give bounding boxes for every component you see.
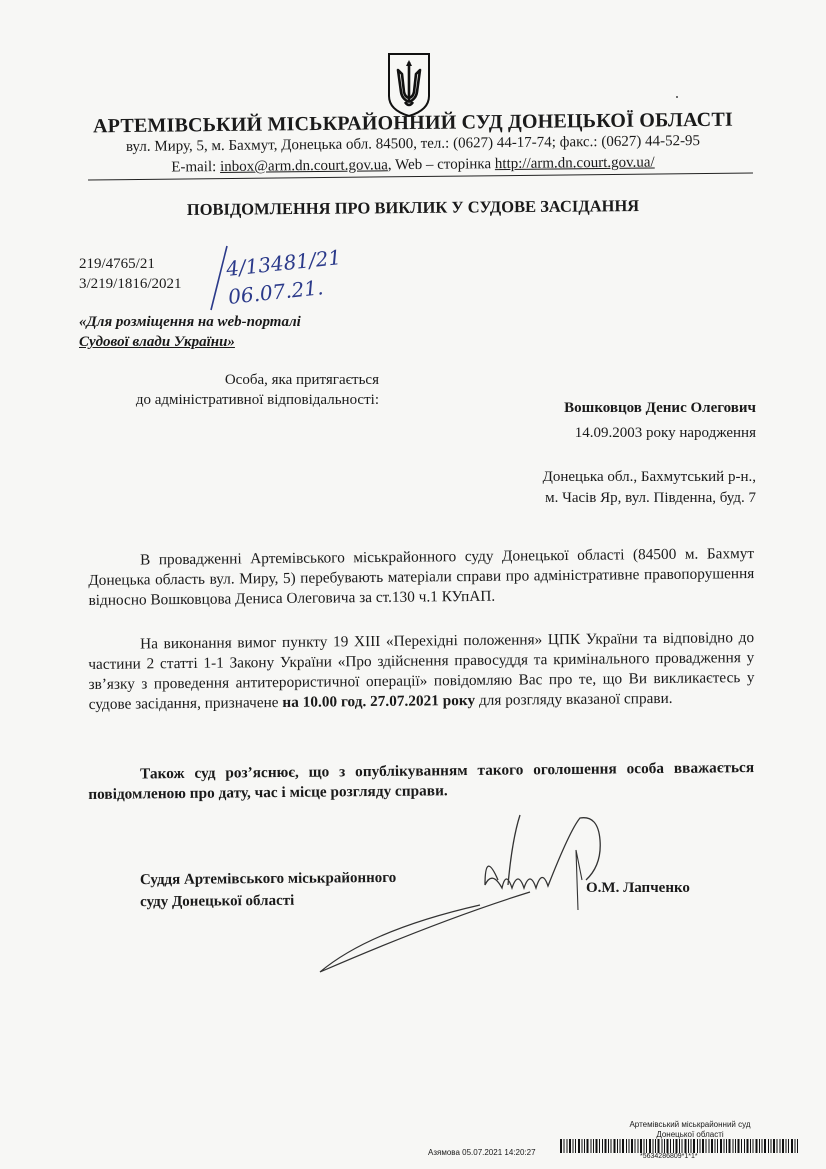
handwritten-number: 4/13481/21 <box>225 245 343 281</box>
barcode-icon <box>560 1139 800 1153</box>
document-title: ПОВІДОМЛЕННЯ ПРО ВИКЛИК У СУДОВЕ ЗАСІДАННЯ <box>186 196 640 219</box>
paragraph-2-text-b: для розгляду вказаної справи. <box>475 689 673 709</box>
paragraph-1-text: В провадженні Артемівського міськрайонного суду Донецької області (84500 м. Бахмут Донецька область вул. Миру, 5) перебувають матеріали справи про адміністративне правопорушення відносно Вошковцова Дениса Олеговича за ст.130 ч.1 КУпАП. <box>88 545 755 609</box>
case-numbers <box>79 254 182 294</box>
portal-note-line-2: Судової влади України» <box>79 334 235 350</box>
stamp-court-line-2: Донецької області <box>656 1130 724 1139</box>
judge-name: О.М. Лапченко <box>586 880 690 896</box>
stamp-court-line-1: Артемівський міськрайонний суд <box>629 1120 751 1129</box>
barcode-id: *5634286809*1*1* <box>640 1153 698 1160</box>
proceeding-number: 3/219/1816/2021 <box>79 276 182 292</box>
recipient-address-line-2: м. Часів Яр, вул. Південна, буд. 7 <box>545 490 756 506</box>
web-label: , Web – сторінка <box>387 156 495 174</box>
judge-title-line-1: Суддя Артемівського міськрайонного <box>139 869 397 889</box>
court-contacts <box>0 153 826 179</box>
case-number: 219/4765/21 <box>79 256 155 272</box>
email-link[interactable]: inbox@arm.dn.court.gov.ua <box>219 157 388 176</box>
paragraph-1 <box>88 544 755 611</box>
coat-of-arms-icon <box>386 52 432 118</box>
paragraph-3 <box>88 758 754 805</box>
person-label-line-2: до адміністративної відповідальності: <box>135 392 379 408</box>
portal-note <box>79 312 301 352</box>
judge-title-line-2: суду Донецької області <box>140 892 295 911</box>
registration-user-time: Азямова 05.07.2021 14:20:27 <box>428 1148 536 1157</box>
recipient-dob: 14.09.2003 року народження <box>574 425 756 441</box>
recipient-name: Вошковцов Денис Олегович <box>564 400 756 416</box>
speck <box>676 96 678 98</box>
hearing-datetime: на 10.00 год. 27.07.2021 року <box>282 691 476 711</box>
judge-title <box>140 867 397 913</box>
web-link[interactable]: http://arm.dn.court.gov.ua/ <box>494 154 655 173</box>
portal-note-line-1: «Для розміщення на web-порталі <box>79 314 301 330</box>
paragraph-2 <box>88 628 755 715</box>
court-name: АРТЕМІВСЬКИЙ МІСЬКРАЙОННИЙ СУД ДОНЕЦЬКОЇ ОБЛАСТІ <box>92 108 734 138</box>
court-address: вул. Миру, 5, м. Бахмут, Донецька обл. 84500, тел.: (0627) 44-17-74; факс.: (0627) 44-52-95 <box>125 132 701 156</box>
handwritten-registration <box>205 244 355 314</box>
person-label-line-1: Особа, яка притягається <box>224 372 379 388</box>
paragraph-2-text-a: На виконання вимог пункту 19 XIII «Перехідні положення» ЦПК України та відповідно до частини 2 статті 1-1 Закону України «Про здійснення правосуддя та кримінального провадження у зв’язку з проведення антитерористичної операції» повідомляю Вас про те, що Ви викликаєтесь у судове засідання, призначене <box>88 629 755 713</box>
recipient-address-line-1: Донецька обл., Бахмутський р-н., <box>542 469 756 485</box>
paragraph-3-text: Також суд роз’яснює, що з опублікуванням такого оголошення особа вважається повідомленою про дату, час і місце розгляду справи. <box>88 759 755 803</box>
email-label: E-mail: <box>171 159 221 176</box>
handwritten-date: 06.07.21. <box>227 275 325 309</box>
person-label <box>79 370 379 410</box>
registration-stamp <box>600 1120 780 1140</box>
